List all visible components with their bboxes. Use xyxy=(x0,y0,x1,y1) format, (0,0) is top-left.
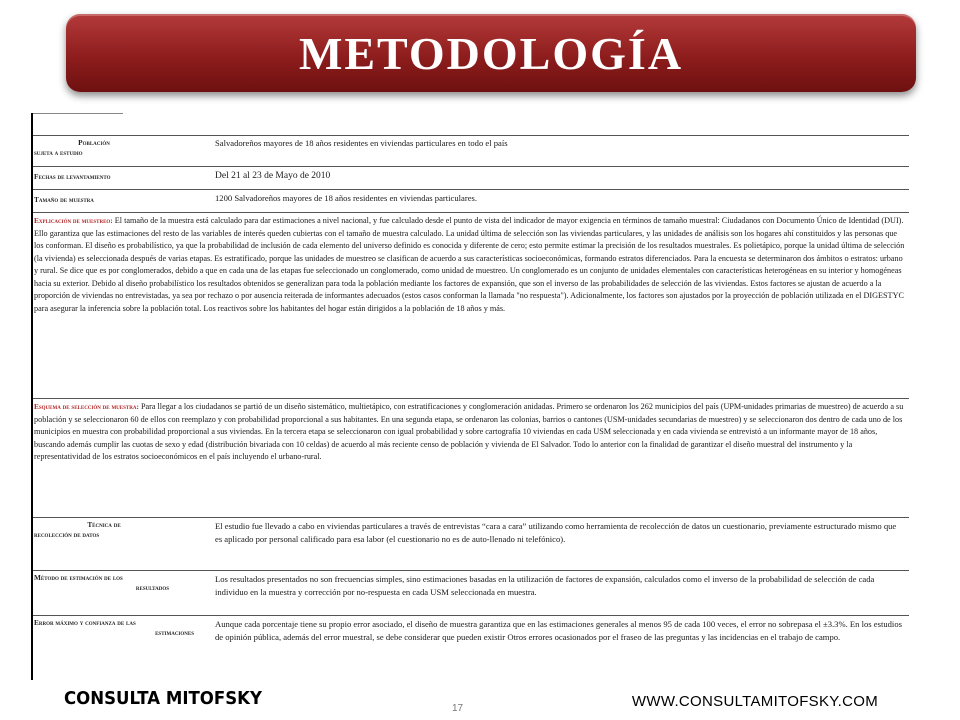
row-label: Tamaño de muestra xyxy=(34,195,94,204)
row-label: Población sujeta a estudio xyxy=(34,138,110,157)
row-label: Esquema de selección de muestra: xyxy=(34,402,139,411)
row-fechas xyxy=(33,166,909,190)
page-title: METODOLOGÍA xyxy=(298,27,684,79)
row-metodo xyxy=(33,570,909,616)
row-value: El estudio fue llevado a cabo en viviendas particulares a través de entrevistas “cara a cara” utilizando como herramienta de recolección de datos un cuestionario, previamente estructurado mismo que es aplicado por personal calificado para esa labor (el cuestionario no es de auto-llenado ni telefónico). xyxy=(215,521,897,545)
table-top-rule xyxy=(33,113,123,114)
row-label: Técnica de recolección de datos xyxy=(34,520,121,539)
row-value: Salvadoreños mayores de 18 años residentes en viviendas particulares en todo el país xyxy=(215,138,508,148)
brand-name: CONSULTA MITOFSKY xyxy=(64,688,262,709)
row-error xyxy=(33,615,909,681)
row-tecnica xyxy=(33,517,909,571)
row-value: Del 21 al 23 de Mayo de 2010 xyxy=(215,171,331,181)
website-url: WWW.CONSULTAMITOFSKY.COM xyxy=(631,693,878,710)
page-number: 17 xyxy=(452,703,464,714)
row-label: Método de estimación de los resultados xyxy=(34,573,169,592)
row-value: 1200 Salvadoreños mayores de 18 años residentes en viviendas particulares. xyxy=(215,193,478,203)
methodology-table xyxy=(31,113,909,680)
row-explicacion xyxy=(33,212,909,399)
row-value: El tamaño de la muestra está calculado para dar estimaciones a nivel nacional, y fue calculado desde el punto de vista del indicador de mayor exigencia en términos de tamaño muestral: Ciudadanos con Documento Único de Identidad (DUI). Ello garantiza que las estimaciones del resto de las variables de interés queden cubiertas con el tamaño de muestra calculado. La unidad última de selección son las viviendas particulares, y las unidades de análisis son los hogares ahí constituidos y las personas que los conforman. El diseño es probabilístico, ya que la probabilidad de inclusión de cada elemento del universo definido es conocida y diferente de cero; esto permite estimar la precisión de los resultados muestrales. Es polietápico, porque la unidad última de selección (la vivienda) es seleccionada después de varias etapas. Es estratificado, porque las unidades de muestreo se clasifican de acuerdo a sus características socioeconómicas, formando estratos diferenciados. Para la encuesta se determinaron dos ámbitos o estratos: urbano y rural. Se dice que es por conglomerados, debido a que en cada una de las etapas fue seleccionado un conglomerado, como unidad de muestreo. Un conglomerado es un conjunto de unidades elementales con características heterogéneas en su interior y homogéneas hacia su exterior. Debido al diseño probabilístico los resultados obtenidos se generalizan para toda la población mediante los factores de expansión, que son el inverso de las probabilidades de selección de las viviendas. Estos factores se ajustan de acuerdo a la proporción de viviendas no entrevistadas, ya sea por rechazo o por ausencia reiterada de informantes adecuados (estos casos conforman la llamada "no respuesta"). Adicionalmente, los factores son ajustados por la proyección de población utilizada en el DIGESTYC para asegurar la inferencia sobre la población total. Los reactivos sobre los habitantes del hogar están dirigidos a la población de 18 años y más. xyxy=(34,216,905,313)
row-label: Explicación de muestreo: xyxy=(34,216,113,225)
row-esquema xyxy=(33,398,909,518)
row-poblacion xyxy=(33,135,909,167)
title-banner xyxy=(66,14,916,92)
row-value: Para llegar a los ciudadanos se partió de un diseño sistemático, multietápico, con estratificaciones y conglomeración anidadas. Primero se ordenaron los 262 municipios del país (UPM-unidades primarias de muestreo) de acuerdo a su población y se seleccionaron 60 de ellos con reemplazo y con probabilidad proporcional a sus habitantes. En una segunda etapa, se ordenaron las colonias, barrios o cantones (USM-unidades secundarias de muestreo) y se seleccionaron dos dentro de cada uno de los municipios en muestra con probabilidad proporcional a sus viviendas. En la tercera etapa se seleccionaron con igual probabilidad y sobre cartografía 10 viviendas en cada USM seleccionada y en cada vivienda se entrevistó a un informante mayor de 18 años, buscando además cumplir las cuotas de sexo y edad (distribución bivariada con 10 celdas) de acuerdo al más reciente censo de población y vivienda de El Salvador. Todo lo anterior con la finalidad de garantizar el diseño muestral del instrumento y la representatividad de los estratos socioeconómicos en el país incluyendo el urbano-rural. xyxy=(34,402,904,462)
row-paragraph xyxy=(34,401,906,464)
row-label: Error máximo y confianza de las estimaciones xyxy=(34,618,194,637)
row-label: Fechas de levantamiento xyxy=(34,172,111,181)
row-paragraph xyxy=(34,215,906,315)
row-value: Los resultados presentados no son frecuencias simples, sino estimaciones basadas en la utilización de factores de expansión, calculados como el inverso de la probabilidad de selección de cada individuo en la muestra y corrección por no-respuesta en cada USM seleccionada en muestra. xyxy=(215,574,875,598)
row-value: Aunque cada porcentaje tiene su propio error asociado, el diseño de muestra garantiza que en las estimaciones generales al menos 95 de cada 100 veces, el error no sobrepasa el ±3.3%. En los estudios de opinión pública, además del error muestral, se debe considerar que pueden existir Otros errores ocasionados por el fraseo de las preguntas y las incidencias en el trabajo de campo. xyxy=(215,619,902,643)
row-tamano xyxy=(33,189,909,213)
